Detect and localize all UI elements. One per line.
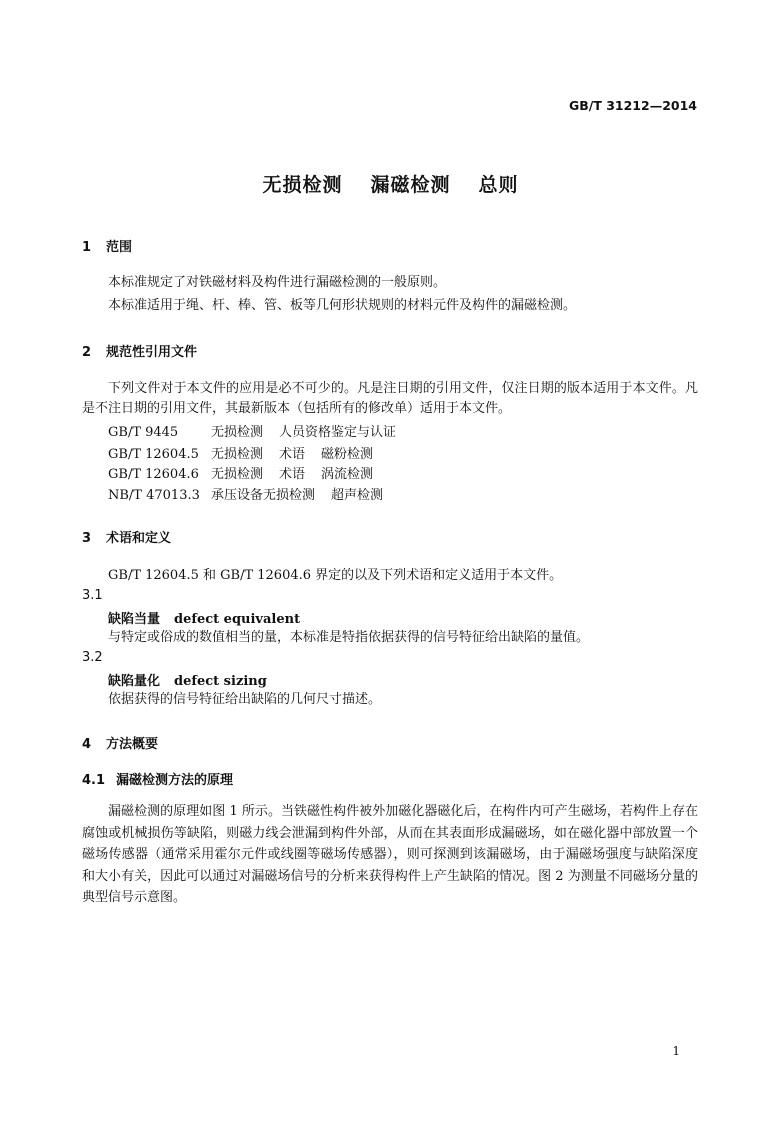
title-part: 漏磁检测 xyxy=(370,174,451,196)
reference-code: GB/T 12604.6 xyxy=(108,467,199,482)
terms-intro: GB/T 12604.5 和 GB/T 12604.6 界定的以及下列术语和定义适用于本文件。 xyxy=(108,568,563,583)
subsection-heading-principle xyxy=(82,769,233,788)
reference-code: GB/T 12604.5 xyxy=(108,447,199,462)
section-number: 2 xyxy=(82,345,92,360)
reference-title-part: 磁粉检测 xyxy=(321,447,374,462)
reference-title-part: 术语 xyxy=(279,467,306,482)
scope-paragraph: 本标准适用于绳、杆、棒、管、板等几何形状规则的材料元件及构件的漏磁检测。 xyxy=(108,298,577,313)
term-name-en: defect equivalent xyxy=(174,612,301,627)
section-heading-normative-references xyxy=(82,341,197,360)
reference-title-part: 无损检测 xyxy=(211,425,264,440)
section-title: 术语和定义 xyxy=(106,531,172,546)
section-number: 4 xyxy=(82,737,92,752)
title-part: 无损检测 xyxy=(262,174,343,196)
term-name-en: defect sizing xyxy=(174,674,267,689)
reference-title-part: 超声检测 xyxy=(331,488,384,503)
section-number: 3 xyxy=(82,531,92,546)
subsection-title: 漏磁检测方法的原理 xyxy=(116,773,234,788)
term-name xyxy=(108,670,267,689)
term-number: 3.2 xyxy=(82,650,103,665)
references-intro: 下列文件对于本文件的应用是必不可少的。凡是注日期的引用文件，仅注日期的版本适用于本文件。凡是不注日期的引用文件，其最新版本（包括所有的修改单）适用于本文件。 xyxy=(82,381,698,416)
document-title xyxy=(0,170,781,197)
title-part: 总则 xyxy=(478,174,519,196)
section-heading-terms-definitions xyxy=(82,527,171,546)
reference-item xyxy=(108,463,389,482)
term-definition: 依据获得的信号特征给出缺陷的几何尺寸描述。 xyxy=(108,692,382,707)
term-name-cn: 缺陷量化 xyxy=(108,674,161,689)
term-name-cn: 缺陷当量 xyxy=(108,612,161,627)
section-heading-scope xyxy=(82,236,132,255)
section-title: 范围 xyxy=(106,240,133,255)
scope-paragraph: 本标准规定了对铁磁材料及构件进行漏磁检测的一般原则。 xyxy=(108,275,447,290)
term-definition: 与特定或俗成的数值相当的量，本标准是特指依据获得的信号特征给出缺陷的量值。 xyxy=(108,630,590,645)
reference-title-part: 承压设备无损检测 xyxy=(211,488,316,503)
term-number: 3.1 xyxy=(82,588,103,603)
reference-item xyxy=(108,421,412,440)
reference-item xyxy=(108,484,399,503)
reference-title-part: 术语 xyxy=(279,447,306,462)
reference-title-part: 涡流检测 xyxy=(321,467,374,482)
section-number: 1 xyxy=(82,240,92,255)
reference-item xyxy=(108,443,389,462)
section-heading-method-overview xyxy=(82,733,158,752)
term-name xyxy=(108,608,300,627)
reference-title-part: 无损检测 xyxy=(211,467,264,482)
principle-paragraph: 漏磁检测的原理如图 1 所示。当铁磁性构件被外加磁化器磁化后，在构件内可产生磁场，若构件上存在腐蚀或机械损伤等缺陷，则磁力线会泄漏到构件外部，从而在其表面形成漏磁场，如在磁化器中部放置一个磁场传感器（通常采用霍尔元件或线圈等磁场传感器），则可探测到该漏磁场，由于漏磁场强度与缺陷深度和大小有关，因此可以通过对漏磁场信号的分析来获得构件上产生缺陷的情况。图 2 为测量不同磁场分量的典型信号示意图。 xyxy=(82,804,698,905)
reference-code: GB/T 9445 xyxy=(108,425,179,440)
section-title: 规范性引用文件 xyxy=(106,345,198,360)
reference-code: NB/T 47013.3 xyxy=(108,488,200,503)
subsection-number: 4.1 xyxy=(82,773,106,788)
page-number: 1 xyxy=(672,1044,680,1058)
standard-code: GB/T 31212—2014 xyxy=(568,98,697,113)
reference-title-part: 人员资格鉴定与认证 xyxy=(279,425,397,440)
section-title: 方法概要 xyxy=(106,737,159,752)
reference-title-part: 无损检测 xyxy=(211,447,264,462)
